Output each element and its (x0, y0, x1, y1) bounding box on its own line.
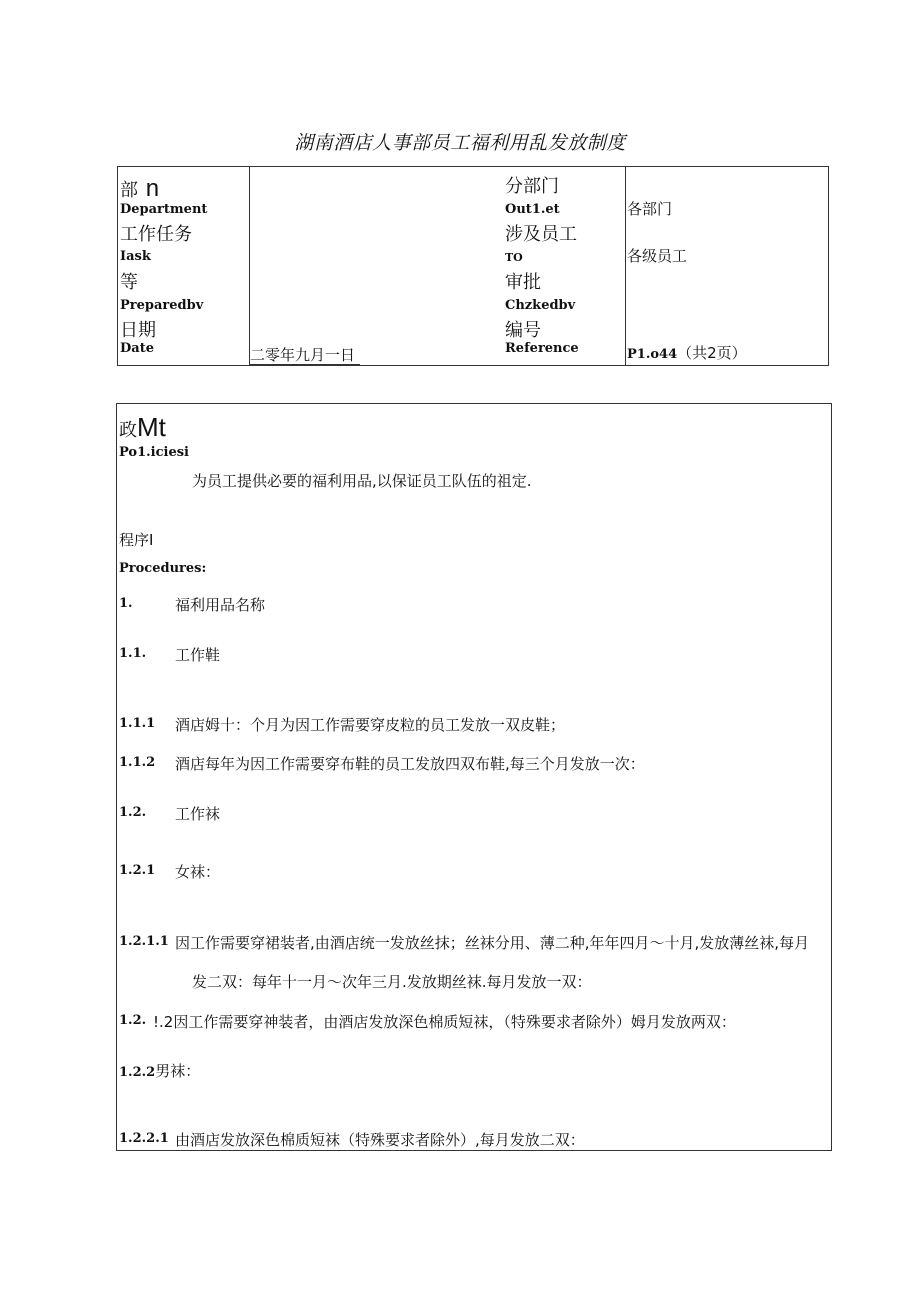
page-title: 湖南酒店人事部员工福利用乱发放制度 (294, 132, 626, 154)
date-label-zh: 日期 (120, 320, 156, 341)
to-label-en: TO (505, 251, 523, 264)
item-text: 酒店每年为因工作需要穿布鞋的员工发放四双布鞋,每三个月发放一次： (175, 755, 645, 773)
item-number: 1.2. (119, 1013, 147, 1028)
item-text-continued: 发二双：每年十一月〜次年三月.发放期丝袜.每月发放一双： (192, 973, 592, 991)
item-number: 1.2.1.1 (119, 934, 169, 949)
item-text: 女袜： (175, 863, 221, 881)
column-divider (625, 167, 626, 365)
procedures-heading-zh: 程序I (119, 531, 154, 549)
item-number: 1.2. (119, 805, 147, 820)
to-label-zh: 涉及员工 (505, 224, 577, 245)
item-line: 1.2.2男袜： (119, 1062, 201, 1080)
policy-heading-en: Po1.iciesi (119, 445, 189, 460)
policy-statement: 为员工提供必要的福利用品,以保证员工队伍的祖定. (192, 472, 532, 490)
item-text: !.2因工作需要穿神装者，由酒店发放深色棉质短袜，（特殊要求者除外）姆月发放两双： (153, 1013, 736, 1031)
item-number: 1.1.2 (119, 755, 156, 770)
policy-heading: 政Mt (119, 412, 166, 442)
prepared-label-zh: 等 (120, 272, 138, 293)
date-value: 二零年九月一日 (250, 346, 360, 365)
item-number: 1.1. (119, 646, 147, 661)
reference-label-zh: 编号 (505, 320, 541, 341)
outlet-value: 各部门 (627, 200, 673, 218)
item-text: 福利用品名称 (175, 596, 266, 614)
item-number: 1.2.2.1 (119, 1131, 169, 1146)
checked-label-zh: 审批 (505, 272, 541, 293)
department-label-zh: 部 n (120, 175, 160, 202)
item-number: 1.2.1 (119, 863, 156, 878)
item-text: 酒店姆十：个月为因工作需要穿皮粒的员工发放一双皮鞋； (175, 716, 566, 734)
task-label-en: Iask (120, 249, 151, 264)
item-text: 工作鞋 (175, 646, 221, 664)
column-divider (249, 167, 250, 365)
item-number: 1. (119, 596, 133, 611)
task-label-zh: 工作任务 (120, 224, 192, 245)
procedures-heading-en: Procedures: (119, 561, 207, 576)
policy-section (116, 403, 832, 1151)
date-label-en: Date (120, 341, 154, 356)
checked-label-en: Chzkedbv (505, 298, 576, 313)
outlet-label-zh: 分部门 (505, 176, 559, 197)
reference-value: P1.o44（共2页） (627, 344, 747, 362)
item-text: 由酒店发放深色棉质短袜（特殊要求者除外）,每月发放二双： (175, 1131, 585, 1149)
item-text: 因工作需要穿裙装者,由酒店统一发放丝抹；丝袜分用、薄二种,年年四月〜十月,发放薄丝袜,每月 (175, 934, 810, 952)
prepared-label-en: Preparedbv (120, 298, 204, 313)
department-label-en: Department (120, 202, 208, 217)
item-text: 工作袜 (175, 805, 221, 823)
item-number: 1.1.1 (119, 716, 156, 731)
reference-label-en: Reference (505, 341, 579, 356)
to-value: 各级员工 (627, 247, 688, 265)
info-table (117, 166, 829, 366)
outlet-label-en: Out1.et (505, 202, 560, 217)
